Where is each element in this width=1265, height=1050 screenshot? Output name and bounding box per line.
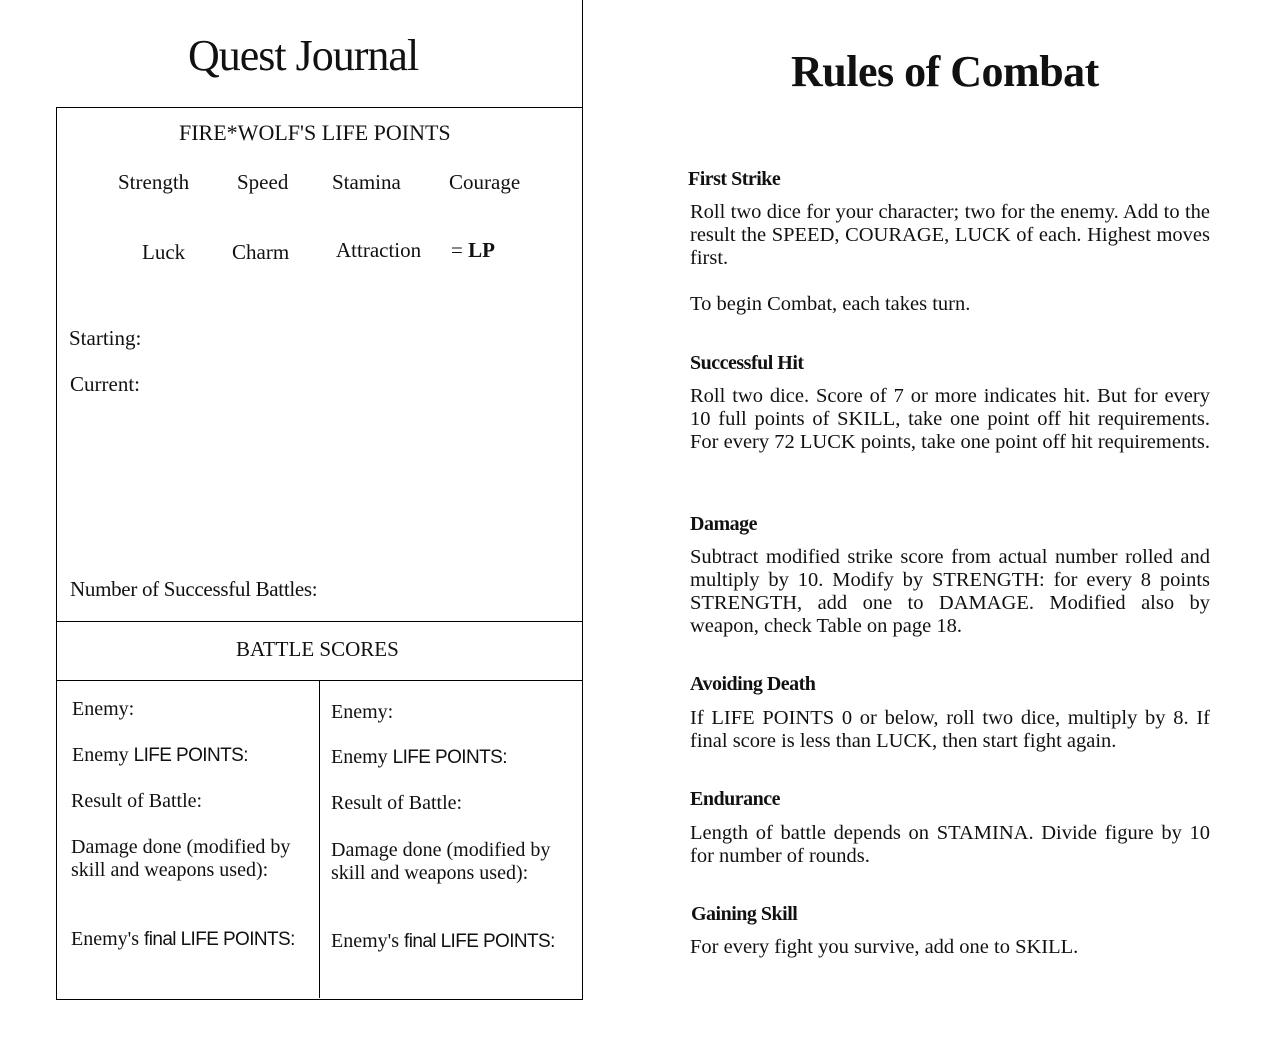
enemy-lp-caps: LIFE POINTS: (133, 745, 248, 766)
stat-charm: Charm (232, 240, 290, 264)
rule-text-gaining-skill: For every fight you survive, add one to SKILL. (690, 936, 1079, 958)
rule-text-begin-combat: To begin Combat, each takes turn. (690, 293, 971, 315)
rule-text-avoiding-death: If LIFE POINTS 0 or below, roll two dice, multiply by 8. If final score is less than LUCK, then start fight again. (690, 707, 1210, 752)
enemy-lp-prefix: Enemy (331, 746, 388, 768)
enemy-life-points-label (331, 746, 507, 769)
rule-heading-endurance: Endurance (690, 788, 780, 810)
rule-text-endurance: Length of battle depends on STAMINA. Divide figure by 10 for number of rounds. (690, 822, 1210, 867)
stat-attraction: Attraction (336, 238, 422, 262)
rule-heading-first-strike: First Strike (688, 168, 781, 190)
final-prefix: Enemy's (331, 930, 400, 952)
starting-label: Starting: (69, 326, 142, 350)
stat-stamina: Stamina (332, 170, 401, 194)
life-points-heading: FIRE*WOLF'S LIFE POINTS (179, 120, 451, 145)
final-caps: final LIFE POINTS: (144, 929, 295, 950)
current-label: Current: (70, 372, 140, 396)
final-life-points-label (331, 930, 555, 953)
rule-heading-gaining-skill: Gaining Skill (691, 903, 798, 925)
result-label: Result of Battle: (71, 790, 203, 812)
rule-text-damage: Subtract modified strike score from actual number rolled and multiply by 10. Modify by STRENGTH: for every 8 points STRENGTH, add one to DAMAGE. Modified also by weapon, check Table on page 18. (690, 546, 1210, 637)
result-label: Result of Battle: (331, 792, 463, 814)
battle-column-divider (319, 680, 320, 998)
rule-text-first-strike: Roll two dice for your character; two for the enemy. Add to the result the SPEED, COURAGE, LUCK of each. Highest moves first. (690, 201, 1210, 269)
final-prefix: Enemy's (71, 928, 140, 950)
rule-heading-successful-hit: Successful Hit (690, 352, 804, 374)
rules-title: Rules of Combat (791, 47, 1099, 96)
enemy-lp-prefix: Enemy (72, 744, 129, 766)
enemy-lp-caps: LIFE POINTS: (392, 747, 507, 768)
stat-strength: Strength (118, 170, 190, 194)
enemy-label: Enemy: (331, 701, 394, 723)
battle-scores-heading: BATTLE SCORES (236, 637, 399, 661)
final-life-points-label (71, 928, 295, 951)
rule-text-successful-hit: Roll two dice. Score of 7 or more indicates hit. But for every 10 full points of SKILL, take one point off hit requirements. For every 72 LUCK points, take one point off hit requirements. (690, 385, 1210, 453)
lp-label: LP (468, 238, 495, 262)
battles-label: Number of Successful Battles: (70, 577, 318, 601)
damage-label: Damage done (modified by skill and weapons used): (331, 839, 551, 884)
stat-speed: Speed (237, 170, 289, 194)
damage-label: Damage done (modified by skill and weapons used): (71, 836, 291, 881)
journal-title: Quest Journal (188, 31, 419, 80)
enemy-life-points-label (72, 744, 248, 767)
enemy-label: Enemy: (72, 698, 135, 720)
rule-heading-avoiding-death: Avoiding Death (690, 673, 816, 695)
final-caps: final LIFE POINTS: (404, 931, 555, 952)
equals-sign: = (451, 238, 463, 262)
page-divider (582, 0, 583, 1000)
stat-luck: Luck (142, 240, 186, 264)
battle-divider-top (56, 621, 582, 622)
lp-formula (451, 238, 495, 263)
rule-heading-damage: Damage (690, 513, 757, 535)
stat-courage: Courage (449, 170, 521, 194)
